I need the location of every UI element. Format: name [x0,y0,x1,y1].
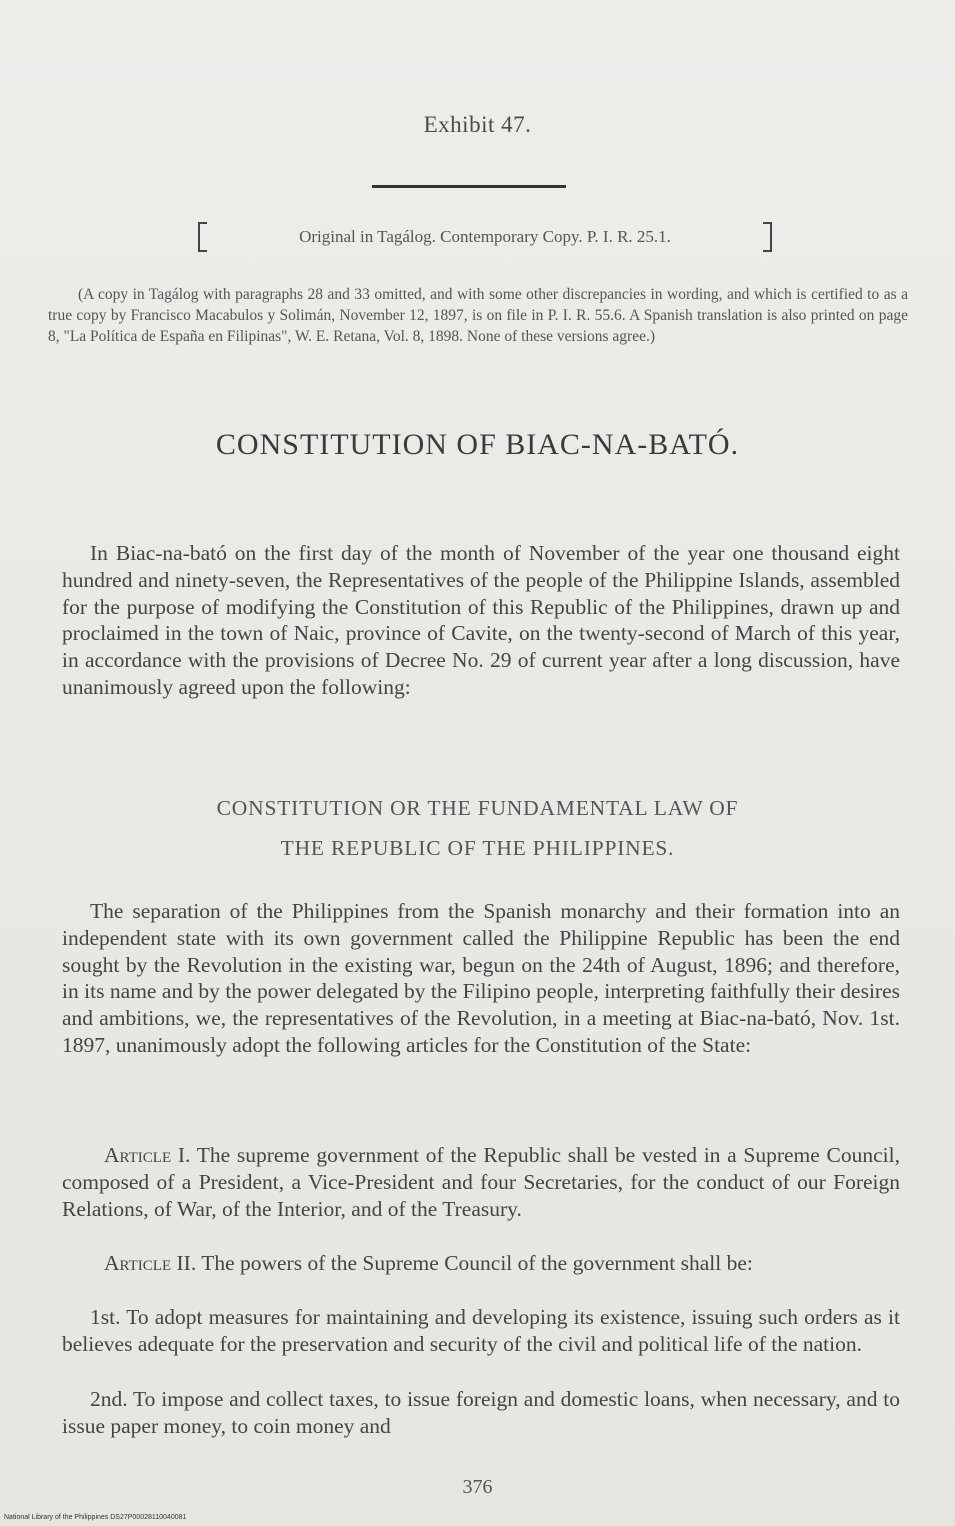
article-2-item-1: 1st. To adopt measures for maintaining and developing its existence, issuing such orders as it believes adequate for the preservation and security of the civil and political life of the nation. [62,1305,900,1356]
subtitle-line-2: THE REPUBLIC OF THE PHILIPPINES. [280,836,675,860]
archive-footer: National Library of the Philippines DS27P00028110040081 [4,1514,187,1521]
copy-note: (A copy in Tagálog with paragraphs 28 and 33 omitted, and with some other discrepancies in wording, and which is certified to as a true copy by Francisco Macabulos y Solimán, November 12, 1897, is on file in P. I. R. 55.6. A Spanish translation is also printed on page 8, "La Política de España en Filipinas", W. E. Retana, Vol. 8, 1898. None of these versions agree.) [48,286,908,345]
article-2 [62,1250,900,1277]
article-1 [62,1142,900,1222]
page-number: 376 [462,1476,493,1498]
heading-rule [372,185,566,188]
main-title: CONSTITUTION OF BIAC-NA-BATÓ. [215,428,740,461]
article-1-text: The supreme government of the Republic shall be vested in a Supreme Council, composed of a President, a Vice-President and four Secretaries, for the conduct of our Foreign Relations, of War, of the Interior, and of the Treasury. [62,1143,900,1221]
article-2-text: The powers of the Supreme Council of the government shall be: [196,1251,753,1275]
source-note: Original in Tagálog. Contemporary Copy. P. I. R. 25.1. [198,222,772,252]
subtitle-line-1: CONSTITUTION OR THE FUNDAMENTAL LAW OF [216,796,739,820]
preamble-paragraph: The separation of the Philippines from the Spanish monarchy and their formation into an independent state with its own government called the Philippine Republic has been the end sought by the Revolution in the existing war, begun on the 24th of August, 1896; and therefore, in its name and by the power delegated by the Filipino people, interpreting faithfully their desires and ambitions, we, the representatives of the Revolution, in a meeting at Biac-na-bató, Nov. 1st. 1897, unanimously adopt the following articles for the Constitution of the State: [62,899,900,1057]
exhibit-heading: Exhibit 47. [423,112,532,137]
article-2-item-2: 2nd. To impose and collect taxes, to issue foreign and domestic loans, when necessary, and to issue paper money, to coin money and [62,1387,900,1438]
article-2-label: Article II. [104,1251,197,1275]
article-1-label: Article I. [104,1143,191,1167]
intro-paragraph: In Biac-na-bató on the first day of the month of November of the year one thousand eight hundred and ninety-seven, the Representatives of the people of the Philippine Islands, assembled for the purpose of modifying the Constitution of this Republic of the Philippines, drawn up and proclaimed in the town of Naic, province of Cavite, on the twenty-second of March of this year, in accordance with the provisions of Decree No. 29 of current year after a long discussion, have unanimously agreed upon the following: [62,541,900,699]
